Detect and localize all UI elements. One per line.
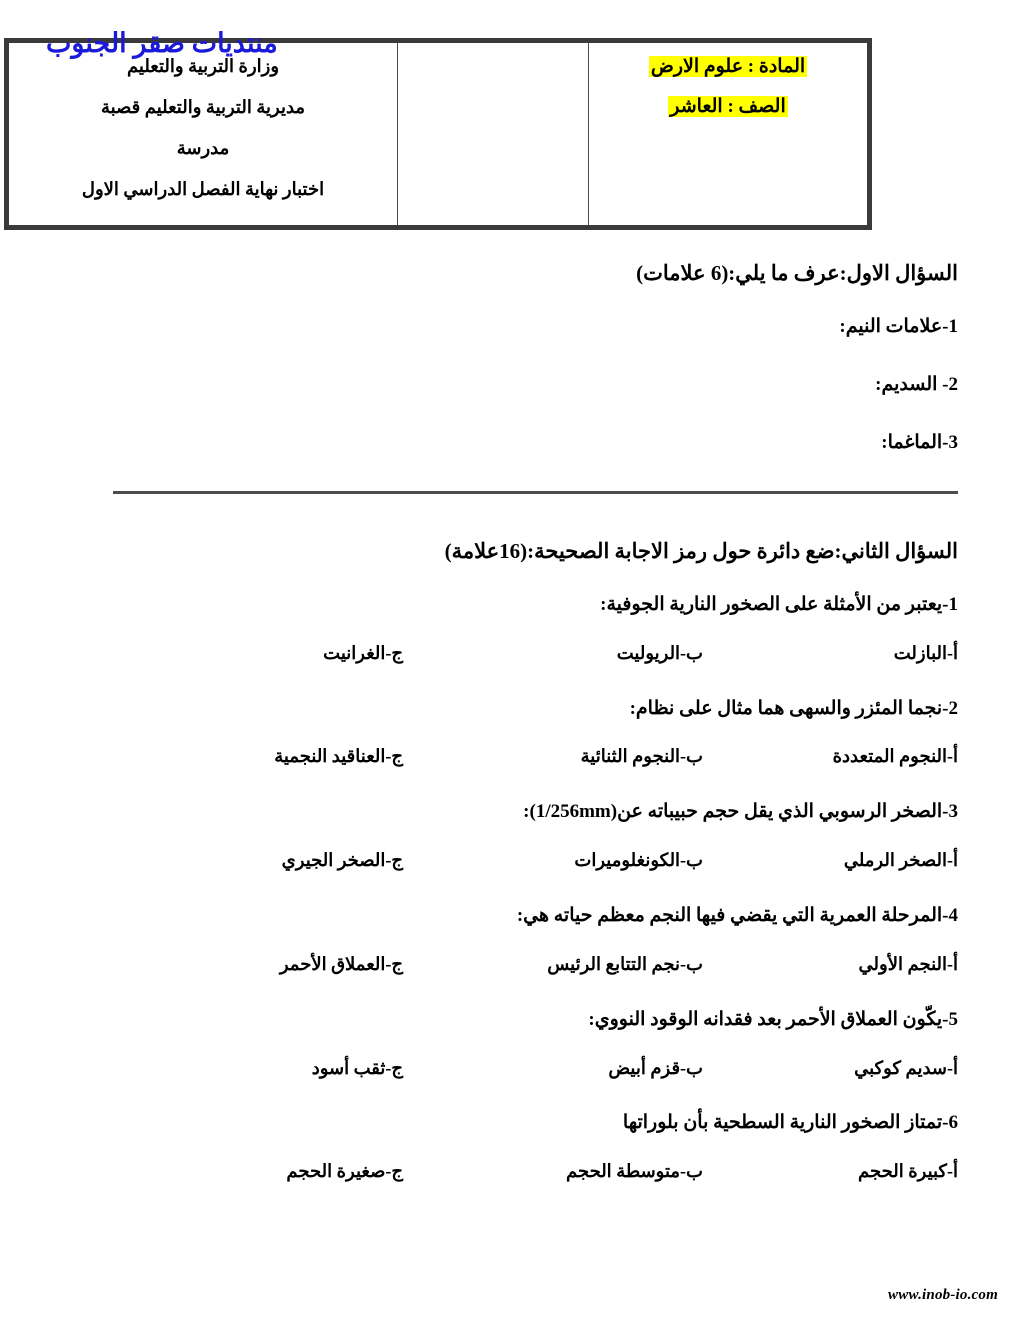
mcq-option-c[interactable]: ج-العناقيد النجمية: [274, 746, 403, 767]
ministry-line-1: وزارة التربية والتعليم: [126, 56, 280, 76]
header-cell-empty: [398, 41, 589, 228]
mcq-option-b[interactable]: ب-الكونغلوميرات: [574, 850, 703, 871]
site-url: www.inob-io.com: [888, 1287, 998, 1303]
mcq-stem: 1-يعتبر من الأمثلة على الصخور النارية الجوفية:: [600, 593, 958, 615]
mcq-item: [110, 1113, 958, 1182]
mcq-options-row: [110, 851, 958, 871]
mcq-options-row: [110, 747, 958, 767]
page-footer: [0, 1287, 1020, 1304]
header-table-row: [7, 41, 870, 228]
mcq-options-row: [110, 1059, 958, 1079]
mcq-item: [110, 906, 958, 975]
header-cell-subject-grade: [589, 41, 870, 228]
mcq-item: [110, 595, 958, 664]
mcq-option-a[interactable]: أ-كبيرة الحجم: [858, 1161, 958, 1182]
mcq-stem: 4-المرحلة العمرية التي يقضي فيها النجم معظم حياته هي:: [516, 904, 958, 926]
mcq-item: [110, 1010, 958, 1079]
ministry-line-3: مدرسة: [176, 138, 230, 158]
mcq-option-a[interactable]: أ-البازلت: [893, 642, 958, 663]
mcq-options-row: [110, 1162, 958, 1182]
mcq-option-c[interactable]: ج-العملاق الأحمر: [279, 953, 403, 974]
mcq-options-row: [110, 644, 958, 664]
mcq-option-c[interactable]: ج-الصخر الجيري: [281, 850, 403, 871]
mcq-option-c[interactable]: ج-الغرانيت: [323, 642, 403, 663]
mcq-item: [110, 802, 958, 871]
ministry-line-4: اختبار نهاية الفصل الدراسي الاول: [81, 179, 325, 199]
question-one-item-1: 1-علامات النيم:: [839, 316, 958, 338]
section-divider: [113, 491, 958, 494]
header-cell-ministry: [7, 41, 398, 228]
mcq-option-c[interactable]: ج-صغيرة الحجم: [286, 1161, 403, 1182]
mcq-option-c[interactable]: ج-ثقب أسود: [311, 1057, 403, 1078]
mcq-option-a[interactable]: أ-الصخر الرملي: [843, 850, 958, 871]
grade-line: [599, 95, 857, 119]
header-table-container: [12, 38, 872, 230]
question-one-item-2: 2- السديم:: [875, 373, 958, 395]
mcq-stem: 3-الصخر الرسوبي الذي يقل حجم حبيباته عن(1/256mm):: [523, 801, 958, 823]
mcq-options-row: [110, 955, 958, 975]
mcq-option-a[interactable]: أ-النجم الأولي: [858, 953, 958, 974]
mcq-stem: 2-نجما المئزر والسهى هما مثال على نظام:: [629, 697, 958, 719]
mcq-option-b[interactable]: ب-الريوليت: [616, 642, 703, 663]
subject-line: [599, 55, 857, 79]
mcq-option-a[interactable]: أ-النجوم المتعددة: [832, 746, 958, 767]
mcq-option-b[interactable]: ب-نجم التتابع الرئيس: [547, 953, 703, 974]
mcq-option-b[interactable]: ب-النجوم الثنائية: [580, 746, 703, 767]
mcq-item: [110, 699, 958, 768]
exam-content: [0, 262, 1020, 1217]
header-table: [4, 38, 872, 230]
question-one-heading: السؤال الاول:عرف ما يلي:(6 علامات): [636, 261, 958, 285]
ministry-line-2: مديرية التربية والتعليم قصبة: [100, 97, 306, 117]
mcq-option-b[interactable]: ب-قزم أبيض: [608, 1057, 703, 1078]
mcq-stem: 6-تمتاز الصخور النارية السطحية بأن بلوراتها: [622, 1112, 958, 1134]
mcq-option-a[interactable]: أ-سديم كوكبي: [854, 1057, 958, 1078]
mcq-stem: 5-يكّون العملاق الأحمر بعد فقدانه الوقود النووي:: [588, 1008, 958, 1030]
subject-label: المادة : علوم الارض: [650, 56, 806, 77]
mcq-option-b[interactable]: ب-متوسطة الحجم: [565, 1161, 703, 1182]
grade-label: الصف : العاشر: [670, 95, 786, 117]
question-two-heading: السؤال الثاني:ضع دائرة حول رمز الاجابة الصحيحة:(16علامة): [444, 538, 958, 563]
question-one-item-3: 3-الماغما:: [881, 431, 958, 453]
forum-watermark: منتديات صقر الجنوب: [46, 28, 278, 58]
